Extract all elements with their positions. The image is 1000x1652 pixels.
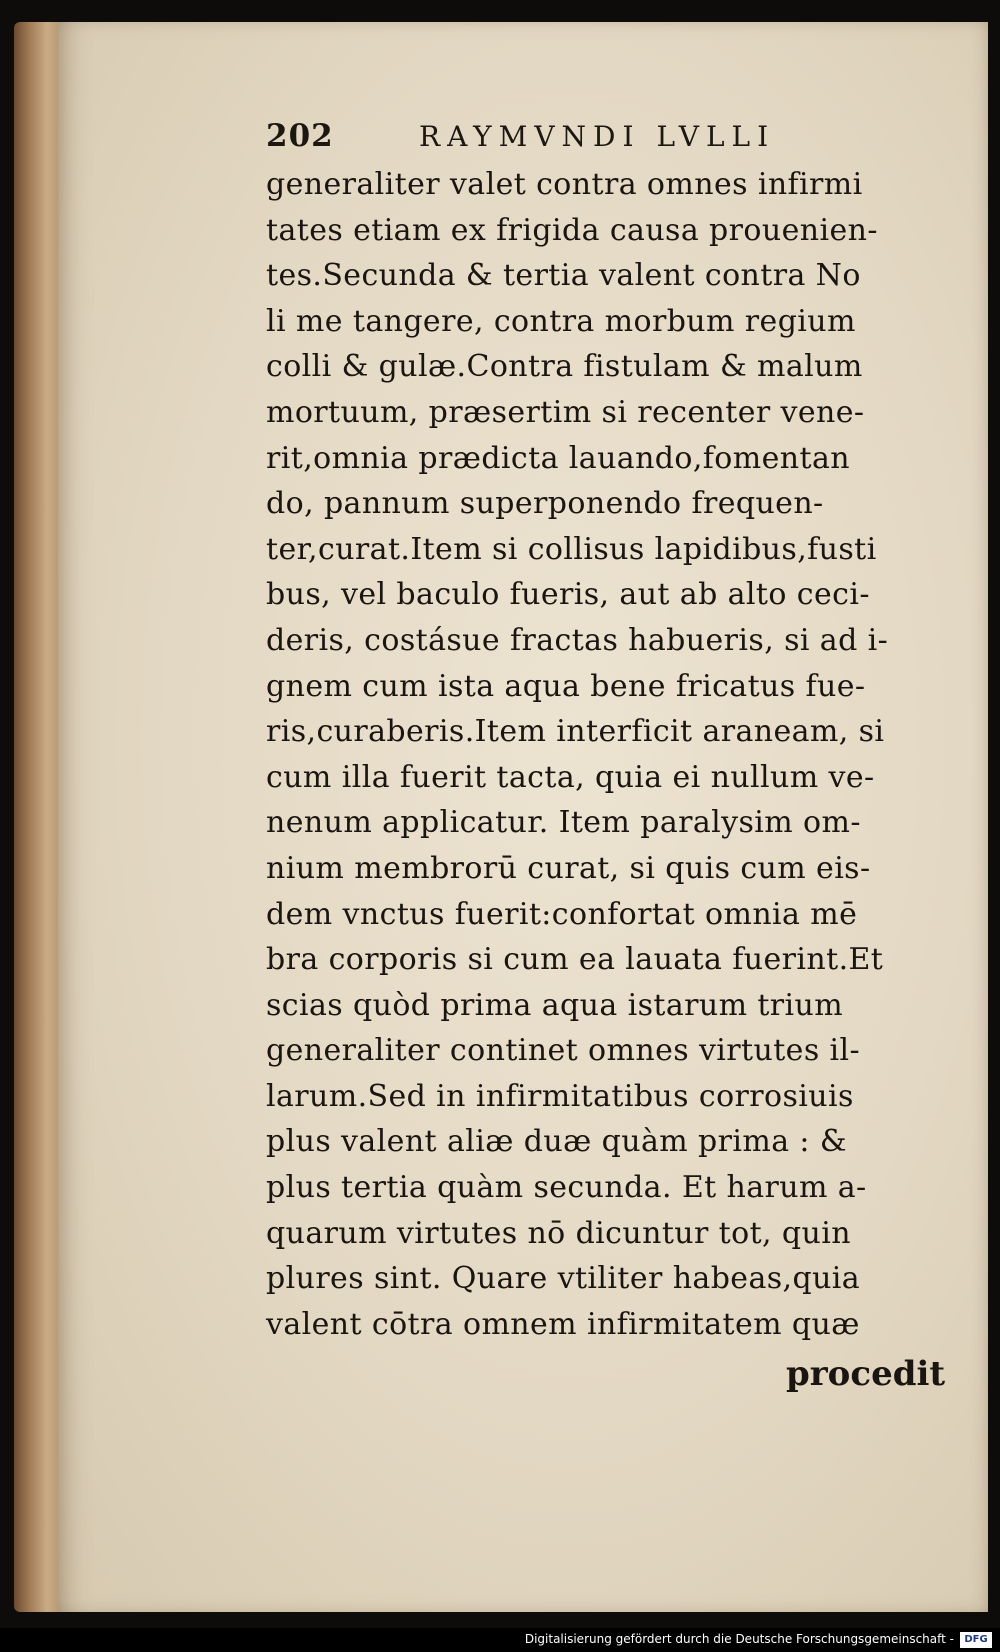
text-line: deris, costásue fractas habueris, si ad i-	[266, 622, 889, 658]
text-line: larum.Sed in infirmitatibus corrosiuis	[266, 1078, 854, 1114]
text-line: li me tangere, contra morbum regium	[266, 303, 856, 339]
body-text	[266, 162, 946, 1347]
text-line: ris,curaberis.Item interficit araneam, si	[266, 714, 885, 750]
text-line: valent cōtra omnem infirmitatem quæ	[266, 1306, 860, 1342]
running-title: RAYMVNDI LVLLI	[419, 120, 776, 153]
page-number: 202	[266, 118, 334, 154]
text-line: nium membrorū curat, si quis cum eis-	[266, 850, 871, 886]
footer-bar	[0, 1628, 1000, 1652]
funding-credit: Digitalisierung gefördert durch die Deutsche Forschungsgemeinschaft -	[524, 1632, 954, 1646]
text-line: plus valent aliæ duæ quàm prima : &	[266, 1124, 847, 1160]
page-header	[266, 118, 886, 164]
text-line: colli & gulæ.Contra fistulam & malum	[266, 349, 863, 385]
text-line: generaliter continet omnes virtutes il-	[266, 1033, 861, 1069]
text-line: do, pannum superponendo frequen-	[266, 486, 824, 522]
catchword: procedit	[786, 1354, 946, 1394]
text-line: bus, vel baculo fueris, aut ab alto ceci-	[266, 577, 870, 613]
text-line: ter,curat.Item si collisus lapidibus,fusti	[266, 531, 877, 567]
text-line: tes.Secunda & tertia valent contra No	[266, 258, 861, 294]
text-line: plus tertia quàm secunda. Et harum a-	[266, 1170, 867, 1206]
text-line: scias quòd prima aqua istarum trium	[266, 987, 844, 1023]
text-line: generaliter valet contra omnes infirmi	[266, 167, 863, 202]
text-line: gnem cum ista aqua bene fricatus fue-	[266, 668, 866, 704]
text-line: cum illa fuerit tacta, quia ei nullum ve-	[266, 759, 875, 795]
text-line: nenum applicatur. Item paralysim om-	[266, 805, 861, 841]
text-line: mortuum, præsertim si recenter vene-	[266, 394, 865, 430]
text-line: tates etiam ex frigida causa prouenien-	[266, 212, 878, 248]
text-line: quarum virtutes nō dicuntur tot, quin	[266, 1215, 851, 1251]
text-line: bra corporis si cum ea lauata fuerint.Et	[266, 942, 884, 978]
text-line: rit,omnia prædicta lauando,fomentan	[266, 440, 850, 476]
text-line: dem vnctus fuerit:confortat omnia mē	[266, 896, 858, 932]
text-line: plures sint. Quare vtiliter habeas,quia	[266, 1261, 861, 1297]
dfg-logo-icon: DFG	[960, 1632, 992, 1648]
